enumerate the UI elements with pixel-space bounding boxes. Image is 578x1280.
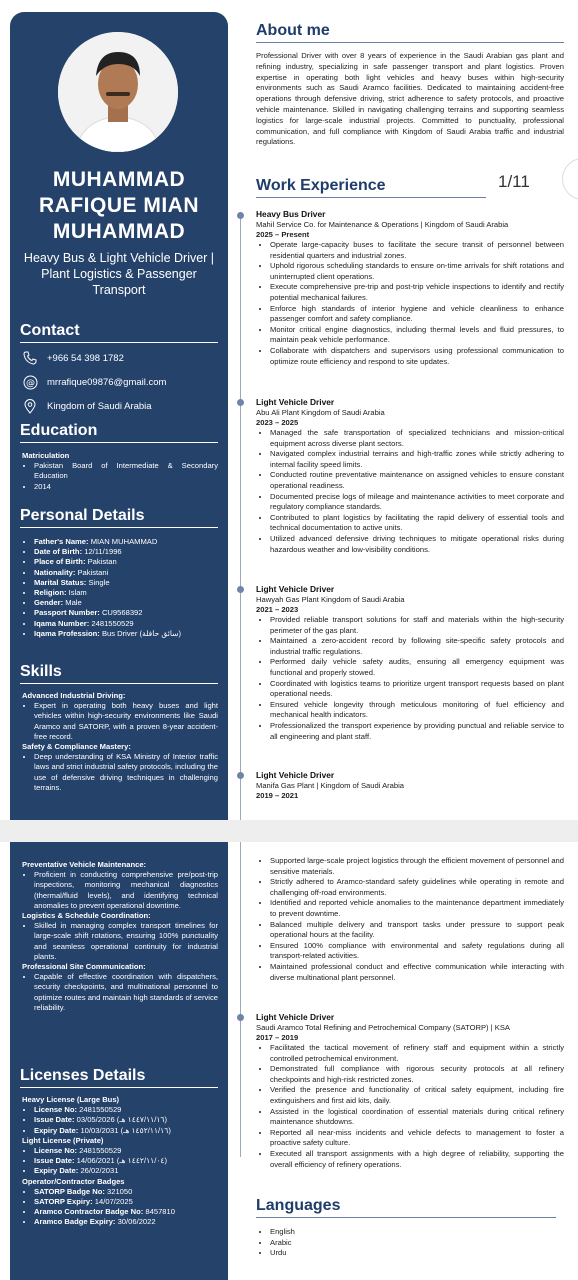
personal-label: Place of Birth: bbox=[34, 557, 86, 567]
job-bullet: • Documented precise logs of mileage and maintenance activities to meet corporate and regulatory compliance standards. bbox=[270, 492, 564, 513]
page-indicator: 1/11 bbox=[498, 172, 530, 191]
job-dates: 2019 – 2021 bbox=[256, 791, 299, 800]
about-heading: About me bbox=[256, 22, 564, 43]
job-company: Saudi Aramco Total Refining and Petrochemical Company (SATORP) | KSA bbox=[256, 1023, 510, 1032]
job-title: Light Vehicle Driver bbox=[256, 770, 335, 780]
job-bullet: • Navigated complex industrial terrains and high-traffic zones while strictly adhering to internal facility speed limits. bbox=[270, 449, 564, 470]
job-bullet: • Maintained professional conduct and effective communication while interacting with diverse multinational plant personnel. bbox=[270, 962, 564, 983]
job-bullet: • Verified the presence and functionality of critical safety equipment, including fire extinguishers and first aid kits, daily. bbox=[270, 1085, 564, 1106]
license-item bbox=[34, 1217, 218, 1227]
job-title: Light Vehicle Driver bbox=[256, 584, 335, 594]
phone-icon bbox=[22, 350, 38, 366]
sidebar bbox=[10, 12, 228, 820]
license-group-title: Light License (Private) bbox=[22, 1135, 104, 1145]
job-bullet: • Managed the safe transportation of specialized technicians and mission-critical equipment across diverse plant sectors. bbox=[270, 428, 564, 449]
skill-title: Advanced Industrial Driving: bbox=[22, 691, 126, 700]
license-value: 8457810 bbox=[145, 1207, 175, 1217]
job-bullet: • Facilitated the tactical movement of refinery staff and equipment within a strictly controlled petrochemical environment. bbox=[270, 1043, 564, 1064]
license-value: 26/02/2031 bbox=[80, 1166, 119, 1176]
personal-label: Nationality: bbox=[34, 567, 76, 577]
license-label: Expiry Date: bbox=[34, 1166, 79, 1176]
personal-label: Iqama Profession: bbox=[34, 628, 100, 638]
skill-text: • Proficient in conducting comprehensive pre/post-trip inspections, monitoring mechanical diagnostics (thermal/fluid levels), and identifying technical anomalies to prevent operational downtime. bbox=[34, 870, 218, 911]
job-dates: 2023 – 2025 bbox=[256, 418, 299, 427]
personal-label: Gender: bbox=[34, 598, 64, 608]
skills-list bbox=[22, 691, 218, 793]
personal-value: Single bbox=[88, 577, 110, 587]
personal-item bbox=[34, 608, 218, 618]
job-title: Light Vehicle Driver bbox=[256, 1012, 335, 1022]
profile-photo bbox=[58, 32, 178, 152]
personal-label: Marital Status: bbox=[34, 577, 87, 587]
skill-title: Safety & Compliance Mastery: bbox=[22, 742, 131, 752]
contact-email bbox=[22, 374, 166, 390]
license-label: Aramco Contractor Badge No: bbox=[34, 1207, 144, 1217]
skill-text: • Expert in operating both heavy buses and light vehicles within high-security environments like Saudi Aramco and SATORP, with a proven 8-year accident-free record. bbox=[34, 701, 218, 742]
sidebar bbox=[10, 842, 228, 1280]
timeline-dot bbox=[237, 1014, 244, 1021]
timeline-line bbox=[240, 212, 241, 820]
job-entry bbox=[256, 397, 564, 555]
job-bullet: • Reported all near-miss incidents and vehicle defects to management to foster a proactive safety culture. bbox=[270, 1128, 564, 1149]
language-item: • Arabic bbox=[270, 1238, 556, 1249]
timeline-dot bbox=[237, 586, 244, 593]
license-item bbox=[34, 1156, 218, 1166]
personal-label: Father's Name: bbox=[34, 537, 89, 546]
languages-section bbox=[256, 1197, 556, 1218]
licenses-list bbox=[22, 1095, 218, 1228]
education-level: Matriculation bbox=[22, 451, 70, 460]
license-item bbox=[34, 1187, 218, 1197]
languages-heading: Languages bbox=[256, 1197, 556, 1218]
name-line: MUHAMMAD bbox=[52, 168, 186, 191]
personal-value: 2481550529 bbox=[91, 618, 134, 628]
license-item bbox=[34, 1146, 218, 1156]
page-gap bbox=[0, 820, 578, 842]
license-label: License No: bbox=[34, 1105, 78, 1115]
license-label: Aramco Badge Expiry: bbox=[34, 1217, 116, 1227]
job-bullet: • Conducted routine preventative maintenance on assigned vehicles to ensure constant operational readiness. bbox=[270, 470, 564, 491]
personal-value: Pakistan bbox=[87, 557, 117, 567]
job-bullet: • Assisted in the logistical coordination of essential materials during critical refinery maintenance shutdowns. bbox=[270, 1107, 564, 1128]
job-bullet: • Coordinated with logistics teams to prioritize urgent transport requests based on plant operational needs. bbox=[270, 679, 564, 700]
license-value: 14/06/2021 (١٤٤٢/١١/٠٤ هـ) bbox=[76, 1156, 168, 1166]
skill-title: Preventative Vehicle Maintenance: bbox=[22, 860, 147, 869]
job-dates: 2017 – 2019 bbox=[256, 1033, 299, 1042]
personal-value: Pakistani bbox=[77, 567, 109, 577]
personal-label: Passport Number: bbox=[34, 608, 100, 618]
contact-heading: Contact bbox=[20, 322, 218, 343]
personal-label: Iqama Number: bbox=[34, 618, 90, 628]
job-title: Heavy Bus Driver bbox=[256, 209, 326, 219]
languages-list bbox=[256, 1227, 556, 1259]
license-label: Issue Date: bbox=[34, 1115, 75, 1125]
job-bullet: • Enforce high standards of interior hygiene and vehicle cleanliness to enhance passenger comfort and safety compliance. bbox=[270, 304, 564, 325]
license-value: 10/03/2031 (١٤٥٢/١١/١٦ هـ) bbox=[80, 1125, 171, 1135]
job-bullet: • Supported large-scale project logistics through the efficient movement of personnel and sensitive materials. bbox=[270, 856, 564, 877]
job-entry bbox=[256, 1012, 564, 1170]
timeline-dot bbox=[237, 772, 244, 779]
license-value: 2481550529 bbox=[79, 1146, 122, 1156]
profile-title: Heavy Bus & Light Vehicle Driver | Plant Logistics & Passenger Transport bbox=[23, 251, 215, 297]
job-dates: 2025 – Present bbox=[256, 230, 310, 239]
timeline-line bbox=[240, 842, 241, 1157]
job-entry bbox=[256, 770, 564, 801]
personal-item bbox=[34, 557, 218, 567]
personal-value: Islam bbox=[68, 588, 87, 598]
job-bullet: • Identified and reported vehicle anomalies to the maintenance department immediately to prevent downtime. bbox=[270, 898, 564, 919]
personal-heading: Personal Details bbox=[20, 507, 218, 528]
license-item bbox=[34, 1126, 218, 1136]
personal-item bbox=[34, 619, 218, 629]
job-bullet: • Ensured vehicle longevity through meticulous monitoring of fuel efficiency and mechanical health indicators. bbox=[270, 700, 564, 721]
job-bullet: • Uphold rigorous scheduling standards to ensure on-time arrivals for shift rotations and uninterrupted client operations. bbox=[270, 261, 564, 282]
personal-item bbox=[34, 568, 218, 578]
license-value: 321050 bbox=[107, 1186, 133, 1196]
personal-item bbox=[34, 578, 218, 588]
profile-name bbox=[10, 167, 228, 245]
license-group-title: Operator/Contractor Badges bbox=[22, 1176, 125, 1186]
personal-details-list bbox=[22, 537, 218, 639]
license-label: SATORP Expiry: bbox=[34, 1197, 93, 1207]
resume-page-2 bbox=[0, 842, 578, 1280]
experience-heading: Work Experience bbox=[256, 177, 486, 198]
job-bullet: • Balanced multiple delivery and transport tasks under pressure to support peak operational hours at the facility. bbox=[270, 920, 564, 941]
job-bullet: • Utilized advanced defensive driving techniques to mitigate operational risks during hazardous weather and low-visibility conditions. bbox=[270, 534, 564, 555]
personal-value: 12/11/1996 bbox=[84, 547, 122, 557]
job-bullet: • Executed all transport assignments with a high degree of reliability, supporting the overall efficiency of refinery operations. bbox=[270, 1149, 564, 1170]
license-item bbox=[34, 1197, 218, 1207]
license-item bbox=[34, 1207, 218, 1217]
license-item bbox=[34, 1115, 218, 1125]
personal-item bbox=[34, 629, 218, 639]
job-bullet: • Provided reliable transport solutions for staff and materials within the high-security perimeter of the gas plant. bbox=[270, 615, 564, 636]
at-sign-icon bbox=[22, 374, 38, 390]
license-label: SATORP Badge No: bbox=[34, 1186, 105, 1196]
page-indicator-ring bbox=[562, 158, 578, 200]
license-value: 30/06/2022 bbox=[117, 1217, 156, 1227]
skill-text: • Skilled in managing complex transport timelines for large-scale shift rotations, ensuring 100% punctuality and seamless operational continuity for industrial plants. bbox=[34, 921, 218, 962]
job-bullet: • Ensured 100% compliance with environmental and safety regulations during all transport-related activities. bbox=[270, 941, 564, 962]
job-bullet: • Maintained a zero-accident record by following site-specific safety protocols and industrial traffic regulations. bbox=[270, 636, 564, 657]
job-entry bbox=[256, 209, 564, 367]
job-company: Manifa Gas Plant | Kingdom of Saudi Arabia bbox=[256, 781, 405, 790]
job-company: Abu Ali Plant Kingdom of Saudi Arabia bbox=[256, 408, 385, 417]
language-item: • Urdu bbox=[270, 1248, 556, 1259]
job-bullet: • Strictly adhered to Aramco-standard safety guidelines while operating in remote and challenging off-road environments. bbox=[270, 877, 564, 898]
license-item bbox=[34, 1166, 218, 1176]
skills-list-continued bbox=[22, 860, 218, 1013]
personal-label: Date of Birth: bbox=[34, 547, 83, 557]
job-bullet: • Professionalized the transport experience by providing punctual and reliable service to all engineering and plant staff. bbox=[270, 721, 564, 742]
personal-value: MIAN MUHAMMAD bbox=[90, 537, 158, 546]
education-item: • 2014 bbox=[34, 482, 218, 492]
language-item: • English bbox=[270, 1227, 556, 1238]
license-value: 03/05/2026 (١٤٤٧/١١/١٦ هـ) bbox=[76, 1115, 168, 1125]
job-company: Hawyah Gas Plant Kingdom of Saudi Arabia bbox=[256, 595, 405, 604]
job-entry-continued bbox=[256, 856, 564, 983]
skill-title: Professional Site Communication: bbox=[22, 962, 146, 972]
job-bullet: • Demonstrated full compliance with rigorous security protocols at all refinery checkpoints and high-risk restricted zones. bbox=[270, 1064, 564, 1085]
job-bullet: • Execute comprehensive pre-trip and post-trip vehicle inspections to identify and rectify potential mechanical failures. bbox=[270, 282, 564, 303]
email-text: mrrafique09876@gmail.com bbox=[47, 376, 167, 388]
location-pin-icon bbox=[22, 398, 38, 414]
licenses-heading: Licenses Details bbox=[20, 1067, 218, 1088]
license-label: Expiry Date: bbox=[34, 1125, 79, 1135]
job-bullet: • Collaborate with dispatchers and supervisors using professional communication to optimize route efficiency and respond to site updates. bbox=[270, 346, 564, 367]
license-value: 14/07/2025 bbox=[94, 1197, 133, 1207]
personal-label: Religion: bbox=[34, 588, 67, 598]
skill-text: • Deep understanding of KSA Ministry of Interior traffic laws and strict industrial safety protocols, including the use of defensive driving techniques in challenging terrains. bbox=[34, 752, 218, 793]
svg-text:@: @ bbox=[25, 378, 35, 388]
contact-location bbox=[22, 398, 152, 414]
name-line: RAFIQUE MIAN bbox=[39, 194, 199, 217]
license-label: License No: bbox=[34, 1146, 78, 1156]
job-bullet: • Monitor critical engine diagnostics, including thermal levels and fluid pressures, to maintain peak vehicle performance. bbox=[270, 325, 564, 346]
experience-heading-wrap bbox=[256, 177, 486, 198]
skill-text: • Capable of effective coordination with dispatchers, security checkpoints, and multinational personnel to optimize routes and maintain high standards of service reliability. bbox=[34, 972, 218, 1013]
skills-heading: Skills bbox=[20, 663, 218, 684]
timeline-dot bbox=[237, 212, 244, 219]
skill-title: Logistics & Schedule Coordination: bbox=[22, 911, 151, 921]
personal-value: Male bbox=[65, 598, 82, 608]
license-label: Issue Date: bbox=[34, 1156, 75, 1166]
personal-item bbox=[34, 598, 218, 608]
about-section bbox=[256, 22, 564, 148]
contact-phone bbox=[22, 350, 124, 366]
job-bullet: • Contributed to plant logistics by facilitating the rapid delivery of essential tools and technical documentation to active units. bbox=[270, 513, 564, 534]
name-line: MUHAMMAD bbox=[52, 220, 186, 243]
job-title: Light Vehicle Driver bbox=[256, 397, 335, 407]
education-list bbox=[22, 451, 218, 492]
education-item: • Pakistan Board of Intermediate & Secondary Education bbox=[34, 461, 218, 481]
personal-item bbox=[34, 547, 218, 557]
license-item bbox=[34, 1105, 218, 1115]
timeline-dot bbox=[237, 399, 244, 406]
personal-value: Bus Driver (سائق حافلة) bbox=[101, 628, 182, 638]
location-text: Kingdom of Saudi Arabia bbox=[47, 400, 152, 412]
personal-value: CU9568392 bbox=[101, 608, 143, 618]
education-heading: Education bbox=[20, 422, 218, 443]
license-group-title: Heavy License (Large Bus) bbox=[22, 1095, 120, 1104]
job-bullet: • Operate large-capacity buses to facilitate the secure transit of personnel between residential quarters and industrial zones. bbox=[270, 240, 564, 261]
phone-text: +966 54 398 1782 bbox=[47, 352, 124, 364]
personal-item bbox=[34, 537, 218, 547]
about-text: Professional Driver with over 8 years of experience in the Saudi Arabian gas plant and refining industry, specializing in safe passenger transport and plant logistics. Proven expertise in operating both light vehicles and heavy buses within high-security environments such as Saudi Aramco facilities. Dedicated to maintaining accident-free operations through defensive driving, strict adherence to safety protocols, and proactive vehicle maintenance. Skilled in navigating challenging terrains and supporting seamless logistics for large-scale industrial projects. Committed to punctuality, professional communication, and full compliance with Kingdom of Saudi Arabia traffic and industrial regulations. bbox=[256, 51, 564, 147]
license-value: 2481550529 bbox=[79, 1105, 122, 1115]
job-entry bbox=[256, 584, 564, 742]
job-bullet: • Performed daily vehicle safety audits, ensuring all emergency equipment was functional and properly stowed. bbox=[270, 657, 564, 678]
job-company: Mahil Service Co. for Maintenance & Operations | Kingdom of Saudi Arabia bbox=[256, 220, 509, 229]
job-dates: 2021 – 2023 bbox=[256, 605, 299, 614]
personal-item bbox=[34, 588, 218, 598]
